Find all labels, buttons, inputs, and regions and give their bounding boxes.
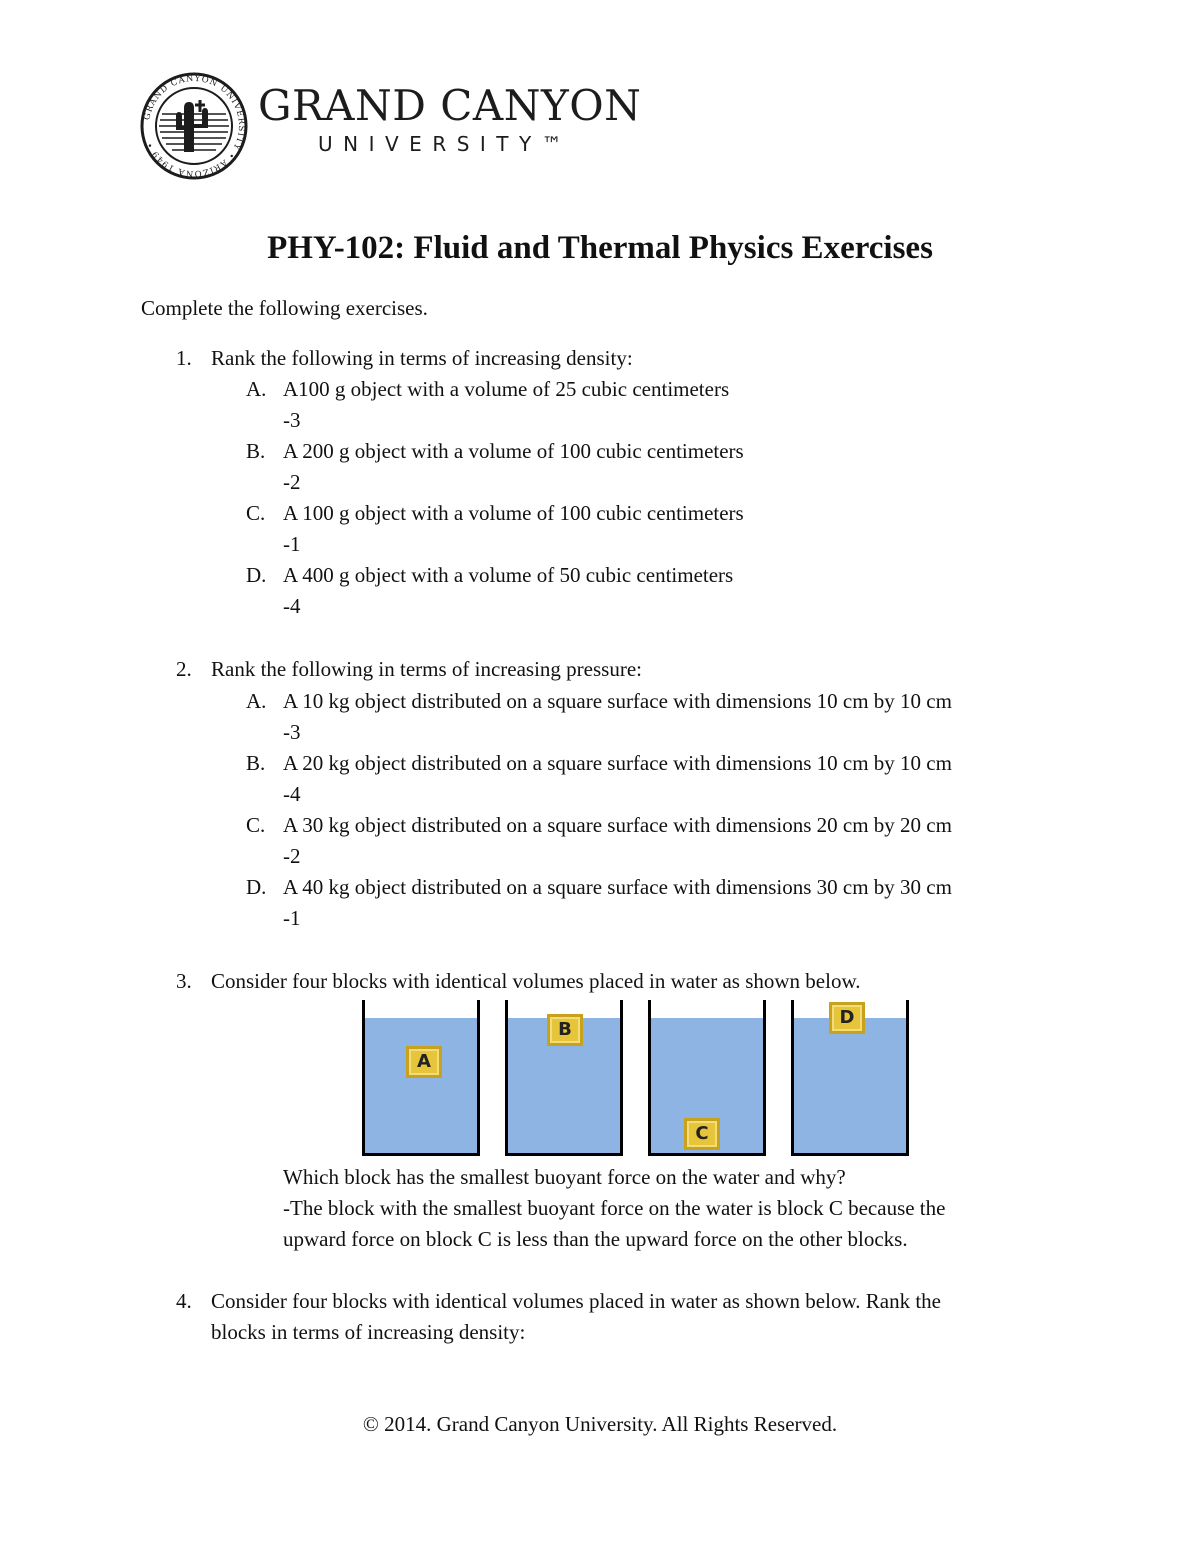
q2-item-text: A 40 kg object distributed on a square surface with dimensions 30 cm by 30 cm [283, 875, 952, 899]
q1-item-letter: C. [246, 501, 266, 525]
q2-item-text: A 10 kg object distributed on a square surface with dimensions 10 cm by 10 cm [283, 689, 952, 713]
q3-answer-line: -The block with the smallest buoyant force on the water is block C because the [283, 1196, 946, 1220]
q1-item-answer: -1 [283, 532, 301, 556]
q1-item-text: A 400 g object with a volume of 50 cubic centimeters [283, 563, 734, 587]
intro-text: Complete the following exercises. [141, 296, 428, 320]
q2-text: Rank the following in terms of increasing pressure: [211, 657, 642, 681]
q1-item-text: A 100 g object with a volume of 100 cubic centimeters [283, 501, 744, 525]
svg-text:GRAND CANYON UNIVERSITY • ARIZ: GRAND CANYON UNIVERSITY • ARIZONA 1949 • [142, 73, 247, 179]
q1-text: Rank the following in terms of increasing density: [211, 346, 633, 370]
q1-item-answer: -4 [283, 594, 301, 618]
q2-item-answer: -3 [283, 720, 301, 744]
q1-item-answer: -2 [283, 470, 301, 494]
water-tank [648, 1000, 766, 1156]
q1-item-letter: B. [246, 439, 266, 463]
q4-number: 4. [176, 1289, 192, 1313]
q3-question: Which block has the smallest buoyant force on the water and why? [283, 1165, 846, 1189]
q2-item-letter: A. [246, 689, 267, 713]
q2-item-letter: D. [246, 875, 267, 899]
q2-item-answer: -2 [283, 844, 301, 868]
q4-text-line: blocks in terms of increasing density: [211, 1320, 526, 1344]
q1-item-text: A 200 g object with a volume of 100 cubic centimeters [283, 439, 744, 463]
q1-item-answer: -3 [283, 408, 301, 432]
q1-number: 1. [176, 346, 192, 370]
water-tank [362, 1000, 480, 1156]
block-b: B [547, 1014, 583, 1046]
q2-number: 2. [176, 657, 192, 681]
logo-sub-text: UNIVERSITY™ [318, 132, 573, 156]
university-logo [140, 72, 642, 182]
water-tank [505, 1000, 623, 1156]
q1-item-letter: A. [246, 377, 267, 401]
q3-number: 3. [176, 969, 192, 993]
wordmark [258, 82, 641, 156]
q2-item-answer: -4 [283, 782, 301, 806]
q2-item-letter: C. [246, 813, 266, 837]
water-tank [791, 1000, 909, 1156]
q1-item-text: A100 g object with a volume of 25 cubic centimeters [283, 377, 730, 401]
q4-text-line: Consider four blocks with identical volumes placed in water as shown below. Rank the [211, 1289, 941, 1313]
q3-text: Consider four blocks with identical volumes placed in water as shown below. [211, 969, 861, 993]
block-d: D [829, 1002, 865, 1034]
q2-item-letter: B. [246, 751, 266, 775]
copyright-footer: © 2014. Grand Canyon University. All Rights Reserved. [362, 1412, 838, 1436]
q3-answer-line: upward force on block C is less than the upward force on the other blocks. [283, 1227, 908, 1251]
q2-item-answer: -1 [283, 906, 301, 930]
blocks-in-water-figure [360, 1000, 912, 1158]
q2-item-text: A 20 kg object distributed on a square surface with dimensions 10 cm by 10 cm [283, 751, 952, 775]
q2-item-text: A 30 kg object distributed on a square surface with dimensions 20 cm by 20 cm [283, 813, 952, 837]
logo-main-text: GRAND CANYON [258, 81, 642, 130]
university-seal-icon [140, 72, 248, 180]
q1-item-letter: D. [246, 563, 267, 587]
page-title: PHY-102: Fluid and Thermal Physics Exercises [267, 230, 933, 266]
block-c: C [684, 1118, 720, 1150]
block-a: A [406, 1046, 442, 1078]
